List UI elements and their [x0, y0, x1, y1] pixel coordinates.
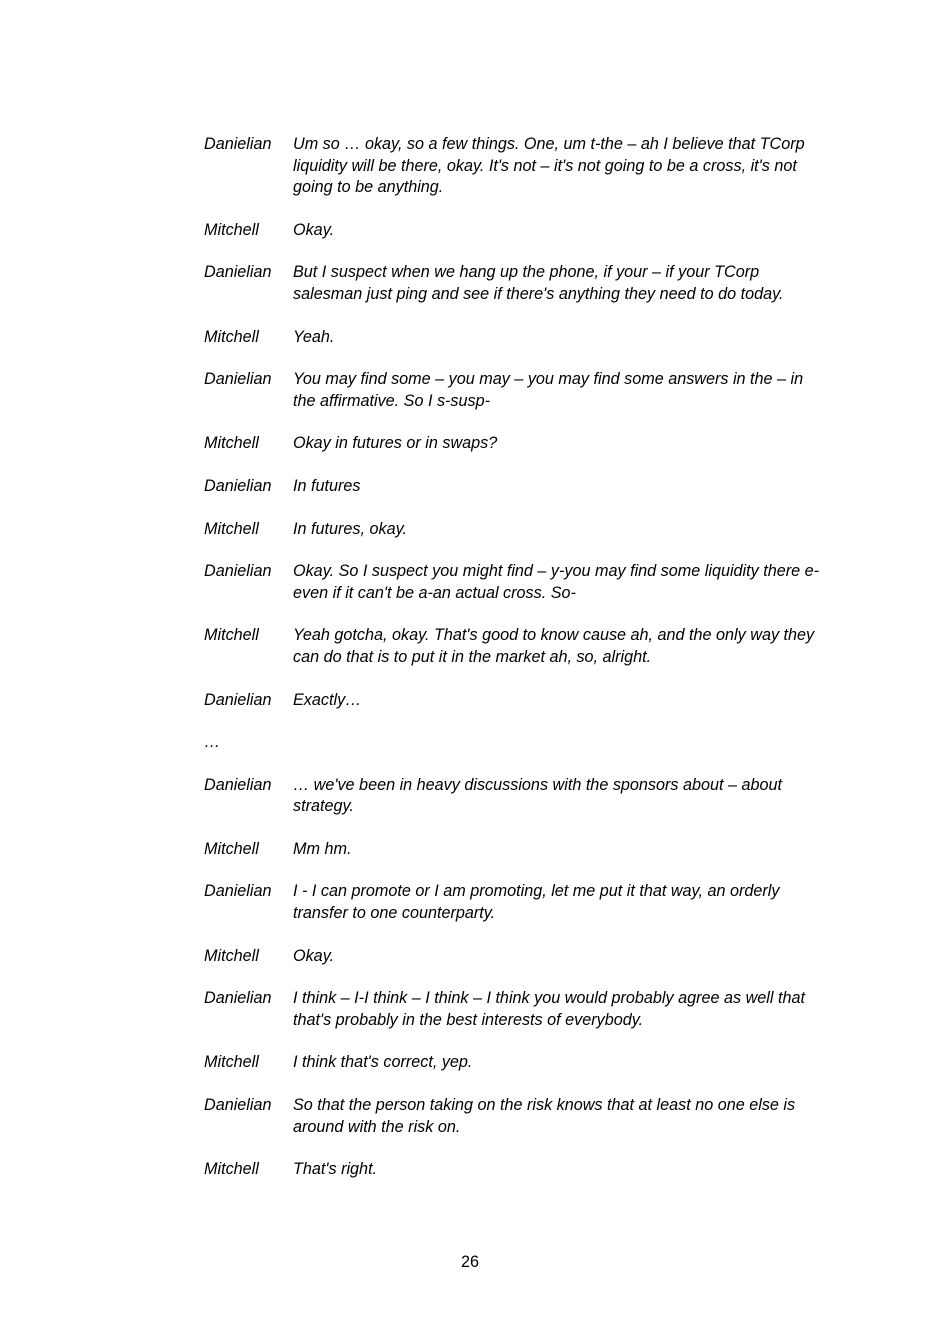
speech-text: You may find some – you may – you may find some answers in the – in the affirmative. So I s-susp-: [293, 370, 804, 410]
transcript-turn: [204, 881, 840, 924]
speech-text: Yeah gotcha, okay. That's good to know cause ah, and the only way they can do that is to put it in the market ah, so, alright.: [293, 626, 815, 666]
transcript-turn: [204, 262, 840, 305]
transcript-turn: [204, 561, 840, 604]
transcript-turn: [204, 690, 840, 712]
speaker-name: Mitchell: [204, 839, 259, 858]
speech-text: In futures, okay.: [293, 519, 407, 538]
speaker-name: Mitchell: [204, 519, 259, 538]
omission-ellipsis: …: [204, 733, 221, 752]
speaker-name: Mitchell: [204, 1053, 259, 1072]
speaker-name: Danielian: [204, 135, 272, 153]
speech-text: I think – I-I think – I think – I think you would probably agree as well that that's probably in the best interests of everybody.: [293, 989, 805, 1029]
transcript-turn: [204, 369, 840, 412]
speech-text: That's right.: [293, 1160, 378, 1179]
speaker-name: Danielian: [204, 370, 272, 389]
transcript: [204, 134, 840, 1202]
transcript-turn: [204, 1052, 840, 1074]
speaker-name: Danielian: [204, 1096, 272, 1115]
transcript-turn: [204, 433, 840, 455]
speech-text: I - I can promote or I am promoting, let me put it that way, an orderly transfer to one counterparty.: [293, 882, 780, 923]
speech-text: So that the person taking on the risk knows that at least no one else is around with the risk on.: [293, 1096, 796, 1136]
speaker-name: Mitchell: [204, 626, 259, 645]
speaker-name: Danielian: [204, 562, 272, 581]
speech-text: Okay in futures or in swaps?: [293, 434, 498, 453]
transcript-turn: [204, 327, 840, 349]
speech-text: Mm hm.: [293, 839, 352, 858]
transcript-turn: [204, 775, 840, 818]
transcript-turn: [204, 625, 840, 668]
transcript-turn: [204, 946, 840, 968]
speech-text: Okay.: [293, 220, 335, 239]
speaker-name: Danielian: [204, 476, 272, 495]
transcript-turn: [204, 839, 840, 861]
speech-text: But I suspect when we hang up the phone, if your – if your TCorp salesman just ping and see if there's anything they need to do today.: [293, 263, 784, 303]
speaker-name: Mitchell: [204, 946, 259, 965]
speaker-name: Danielian: [204, 690, 272, 709]
speaker-name: Danielian: [204, 882, 272, 901]
speech-text: Okay. So I suspect you might find – y-you may find some liquidity there e-even if it can't be a-an actual cross. So-: [293, 562, 820, 602]
transcript-turn: [204, 1159, 840, 1181]
speech-text: Okay.: [293, 946, 335, 965]
speech-text: In futures: [293, 476, 361, 495]
speaker-name: Mitchell: [204, 327, 259, 346]
speaker-name: Danielian: [204, 263, 272, 282]
speech-text: Yeah.: [293, 327, 335, 346]
speech-text: I think that's correct, yep.: [293, 1053, 473, 1072]
speech-text: Um so … okay, so a few things. One, um t-the – ah I believe that TCorp liquidity will be there, okay. It's not – it's not going to be a cross, it's not going to be anything.: [293, 135, 805, 197]
page-number: 26: [460, 1253, 479, 1271]
transcript-turn: [204, 988, 840, 1031]
speaker-name: Danielian: [204, 989, 272, 1008]
speaker-name: Mitchell: [204, 434, 259, 453]
speaker-name: Mitchell: [204, 220, 259, 239]
transcript-turn: [204, 476, 840, 498]
speaker-name: Mitchell: [204, 1160, 259, 1179]
transcript-turn: [204, 134, 840, 199]
transcript-turn: [204, 220, 840, 242]
transcript-turn: [204, 1095, 840, 1138]
speech-text: Exactly…: [293, 690, 362, 709]
speaker-name: Danielian: [204, 775, 272, 794]
speech-text: … we've been in heavy discussions with the sponsors about – about strategy.: [293, 775, 783, 816]
transcript-turn: [204, 519, 840, 541]
